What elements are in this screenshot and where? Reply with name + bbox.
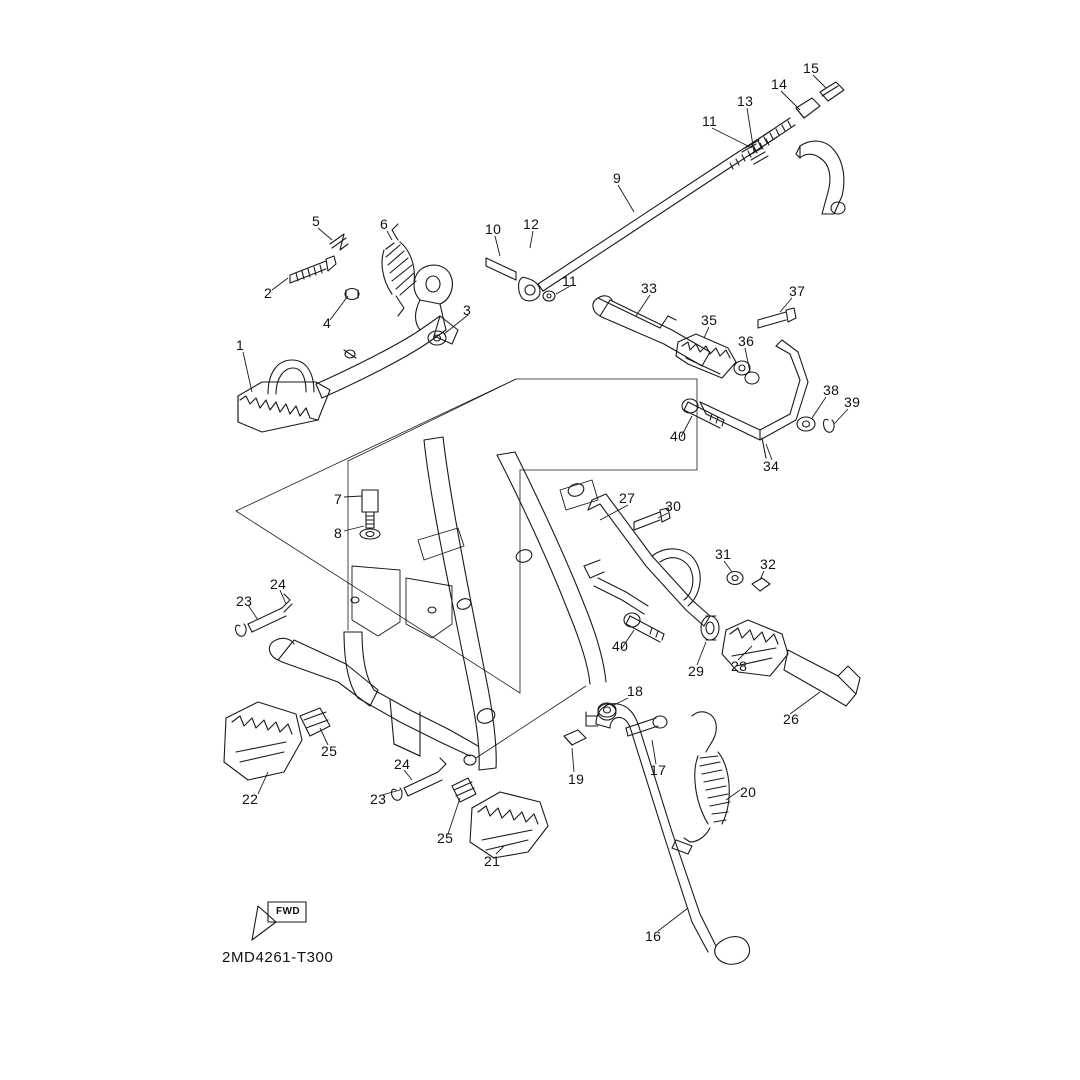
callout-40: 40 <box>670 428 687 444</box>
callout-9: 9 <box>613 170 622 186</box>
part-34-footrest-bar-right <box>700 340 808 458</box>
callout-7: 7 <box>334 491 343 507</box>
motorcycle-frame-outline <box>236 379 697 770</box>
fwd-label: FWD <box>276 906 300 917</box>
part-20-stand-spring <box>684 712 730 842</box>
part-2-pivot-bolt <box>290 256 336 283</box>
callout-10: 10 <box>485 221 502 237</box>
part-22-footrest-left <box>224 702 302 780</box>
callout-3: 3 <box>463 302 472 318</box>
part-16-side-stand <box>586 704 750 965</box>
part-6-return-spring <box>382 224 416 316</box>
part-27-shift-arm <box>584 494 710 626</box>
callout-26: 26 <box>783 711 800 727</box>
callout-13: 13 <box>737 93 754 109</box>
part-36-collar <box>745 372 759 384</box>
callout-34: 34 <box>763 458 780 474</box>
part-29-collar <box>701 616 719 640</box>
callout-20: 20 <box>740 784 757 800</box>
footrest-bracket-left <box>269 638 378 736</box>
callout-2: 2 <box>264 285 273 301</box>
callout-36: 36 <box>738 333 755 349</box>
part-31-32-washer-nut <box>727 572 770 592</box>
callout-6: 6 <box>380 216 389 232</box>
part-33-footrest-bracket-right <box>593 296 710 366</box>
callout-29: 29 <box>688 663 705 679</box>
callout-38: 38 <box>823 382 840 398</box>
callout-21: 21 <box>484 853 501 869</box>
callout-11-lower: 11 <box>562 273 578 289</box>
callout-32: 32 <box>760 556 777 572</box>
part-3-4-washers <box>345 289 446 346</box>
callout-1: 1 <box>236 337 245 353</box>
callout-12: 12 <box>523 216 540 232</box>
part-5-cotter-pin <box>330 234 348 250</box>
callout-24: 24 <box>270 576 287 592</box>
callout-27: 27 <box>619 490 636 506</box>
callout-35: 35 <box>701 312 718 328</box>
callout-8: 8 <box>334 525 343 541</box>
rear-brake-cam-arm <box>796 141 845 214</box>
callout-23-lower: 23 <box>370 791 387 807</box>
callout-23: 23 <box>236 593 253 609</box>
callout-17: 17 <box>650 762 667 778</box>
callout-33: 33 <box>641 280 658 296</box>
diagram-part-code: 2MD4261-T300 <box>222 949 334 966</box>
callout-25-lower: 25 <box>437 830 454 846</box>
callout-19: 19 <box>568 771 585 787</box>
callout-25: 25 <box>321 743 338 759</box>
callout-37: 37 <box>789 283 806 299</box>
callout-18: 18 <box>627 683 644 699</box>
callout-24-lower: 24 <box>394 756 411 772</box>
part-40-bolt-lower <box>624 613 664 642</box>
callout-11: 11 <box>702 113 718 129</box>
callout-5: 5 <box>312 213 321 229</box>
part-9-brake-rod <box>486 82 844 301</box>
callout-39: 39 <box>844 394 861 410</box>
part-19-nut <box>564 730 586 745</box>
callout-40-lower: 40 <box>612 638 629 654</box>
part-21-footrest-front <box>470 792 548 858</box>
callout-28: 28 <box>731 658 748 674</box>
callout-16: 16 <box>645 928 662 944</box>
callout-15: 15 <box>803 60 820 76</box>
callout-30: 30 <box>665 498 682 514</box>
part-38-39-washer-clip <box>797 417 834 432</box>
callout-31: 31 <box>715 546 732 562</box>
callout-4: 4 <box>323 315 332 331</box>
callout-14: 14 <box>771 76 788 92</box>
part-37-bolt <box>758 308 796 328</box>
part-26-footrest-bar <box>784 650 860 706</box>
part-7-8-bolt-washer <box>360 490 380 539</box>
callout-22: 22 <box>242 791 259 807</box>
